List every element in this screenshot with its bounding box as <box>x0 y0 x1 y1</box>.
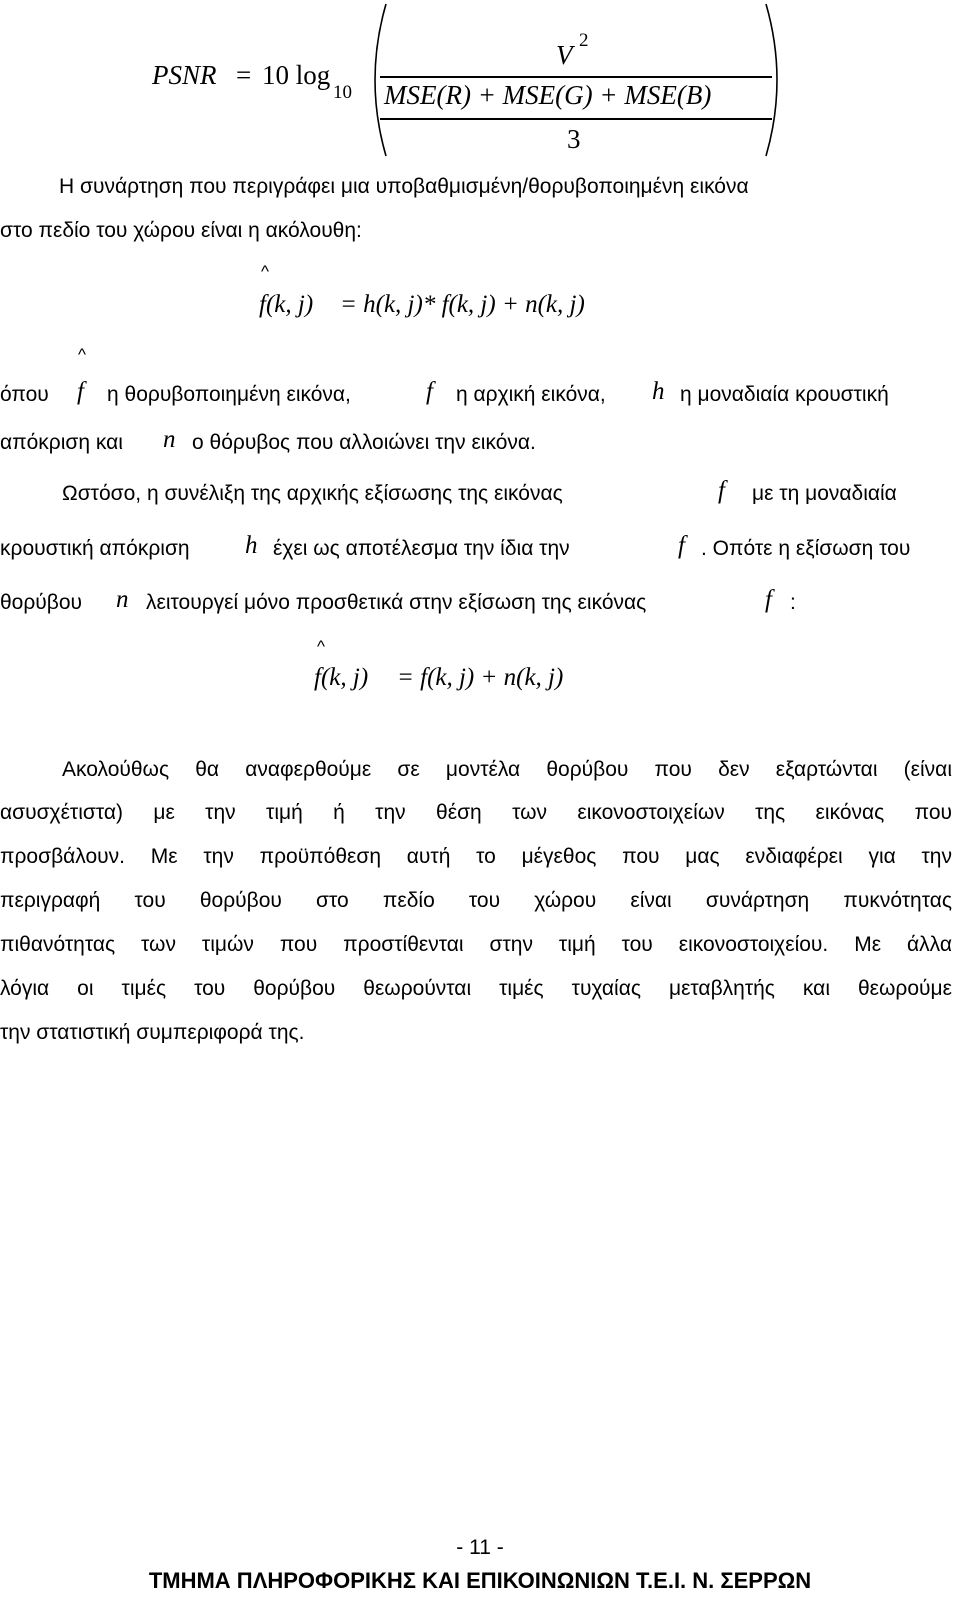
def-var-n: n <box>163 426 176 453</box>
hat-symbol: ^ <box>78 345 86 364</box>
def-noise: ο θόρυβος που αλλοιώνει την εικόνα. <box>192 431 536 454</box>
equation1-lhs: f(k, j) <box>259 291 314 318</box>
p2-l3-a: θορύβου <box>0 591 83 614</box>
psnr-equals: = <box>236 60 252 90</box>
p2-var-h: h <box>245 532 258 559</box>
p2-var-f2: f <box>678 532 685 559</box>
p2-l2-b: έχει ως αποτέλεσμα την ίδια την <box>273 537 570 560</box>
psnr-lhs: PSNR <box>152 60 217 90</box>
paragraph3-last-line: την στατιστική συμπεριφορά της. <box>0 1021 305 1044</box>
psnr-numerator-exp: 2 <box>579 30 589 51</box>
fraction-bar-div <box>380 118 772 120</box>
paragraph3-line: ασυσχέτιστα) με την τιμή ή την θέση των εικονοστοιχείων της εικόνας που <box>0 801 952 824</box>
def-opou: όπου <box>0 383 49 406</box>
def-var-f: f <box>426 378 433 405</box>
paragraph3-line: πιθανότητας των τιμών που προστίθενται στην τιμή του εικονοστοιχείου. Με άλλα <box>0 933 952 956</box>
right-big-paren <box>762 2 792 158</box>
p2-var-f: f <box>718 477 725 504</box>
hat-symbol: ^ <box>317 637 325 656</box>
equation2-rhs: = f(k, j) + n(k, j) <box>397 664 564 691</box>
p2-l3-c: : <box>790 591 796 614</box>
paragraph3-line: περιγραφή του θορύβου στο πεδίο του χώρου είναι συνάρτηση πυκνότητας <box>0 889 952 912</box>
equation2-lhs: f(k, j) <box>314 664 369 691</box>
psnr-denominator-sum: MSE(R) + MSE(G) + MSE(B) <box>384 80 712 110</box>
def-impulse-response: η μοναδιαία κρουστική <box>680 383 889 406</box>
equation1-rhs: = h(k, j)* f(k, j) + n(k, j) <box>340 291 585 318</box>
p2-l2-a: κρουστική απόκριση <box>0 537 190 560</box>
psnr-numerator-var: V <box>556 40 573 70</box>
paragraph3-line: προσβάλουν. Με την προϋπόθεση αυτή το μέγεθος που μας ενδιαφέρει για την <box>0 845 952 868</box>
psnr-log-base: 10 <box>333 82 352 103</box>
p2-var-n: n <box>116 586 129 613</box>
def-var-h: h <box>652 378 665 405</box>
paragraph1-line1: Η συνάρτηση που περιγράφει μια υποβαθμισμένη/θορυβοποιημένη εικόνα <box>59 175 749 198</box>
psnr-coef-log: 10 log <box>262 60 331 90</box>
page-number: - 11 - <box>456 1536 504 1559</box>
fraction-bar-main <box>380 76 772 78</box>
p2-l1-a: Ωστόσο, η συνέλιξη της αρχικής εξίσωσης της εικόνας <box>62 482 563 505</box>
institution-footer: ΤΜΗΜΑ ΠΛΗΡΟΦΟΡΙΚΗΣ ΚΑΙ ΕΠΙΚΟΙΝΩΝΙΩΝ Τ.Ε.Ι. Ν. ΣΕΡΡΩΝ <box>148 1568 812 1593</box>
paragraph3-line: λόγια οι τιμές του θορύβου θεωρούνται τιμές τυχαίας μεταβλητής και θεωρούμε <box>0 977 952 1000</box>
paragraph3-line: Ακολούθως θα αναφερθούμε σε μοντέλα θορύβου που δεν εξαρτώνται (είναι <box>62 758 952 781</box>
psnr-denominator-div: 3 <box>567 124 581 154</box>
paragraph1-line2: στο πεδίο του χώρου είναι η ακόλουθη: <box>0 219 362 242</box>
p2-var-f3: f <box>765 586 772 613</box>
p2-l2-c: . Οπότε η εξίσωση του <box>701 537 911 560</box>
def-var-f-hat: f <box>77 378 84 405</box>
p2-l3-b: λειτουργεί μόνο προσθετικά στην εξίσωση της εικόνας <box>146 591 647 614</box>
def-original-image: η αρχική εικόνα, <box>456 383 606 406</box>
def-noisy-image: η θορυβοποιημένη εικόνα, <box>107 383 351 406</box>
p2-l1-b: με τη μοναδιαία <box>752 482 897 505</box>
hat-symbol: ^ <box>261 262 269 281</box>
def-response-and: απόκριση και <box>0 431 123 454</box>
